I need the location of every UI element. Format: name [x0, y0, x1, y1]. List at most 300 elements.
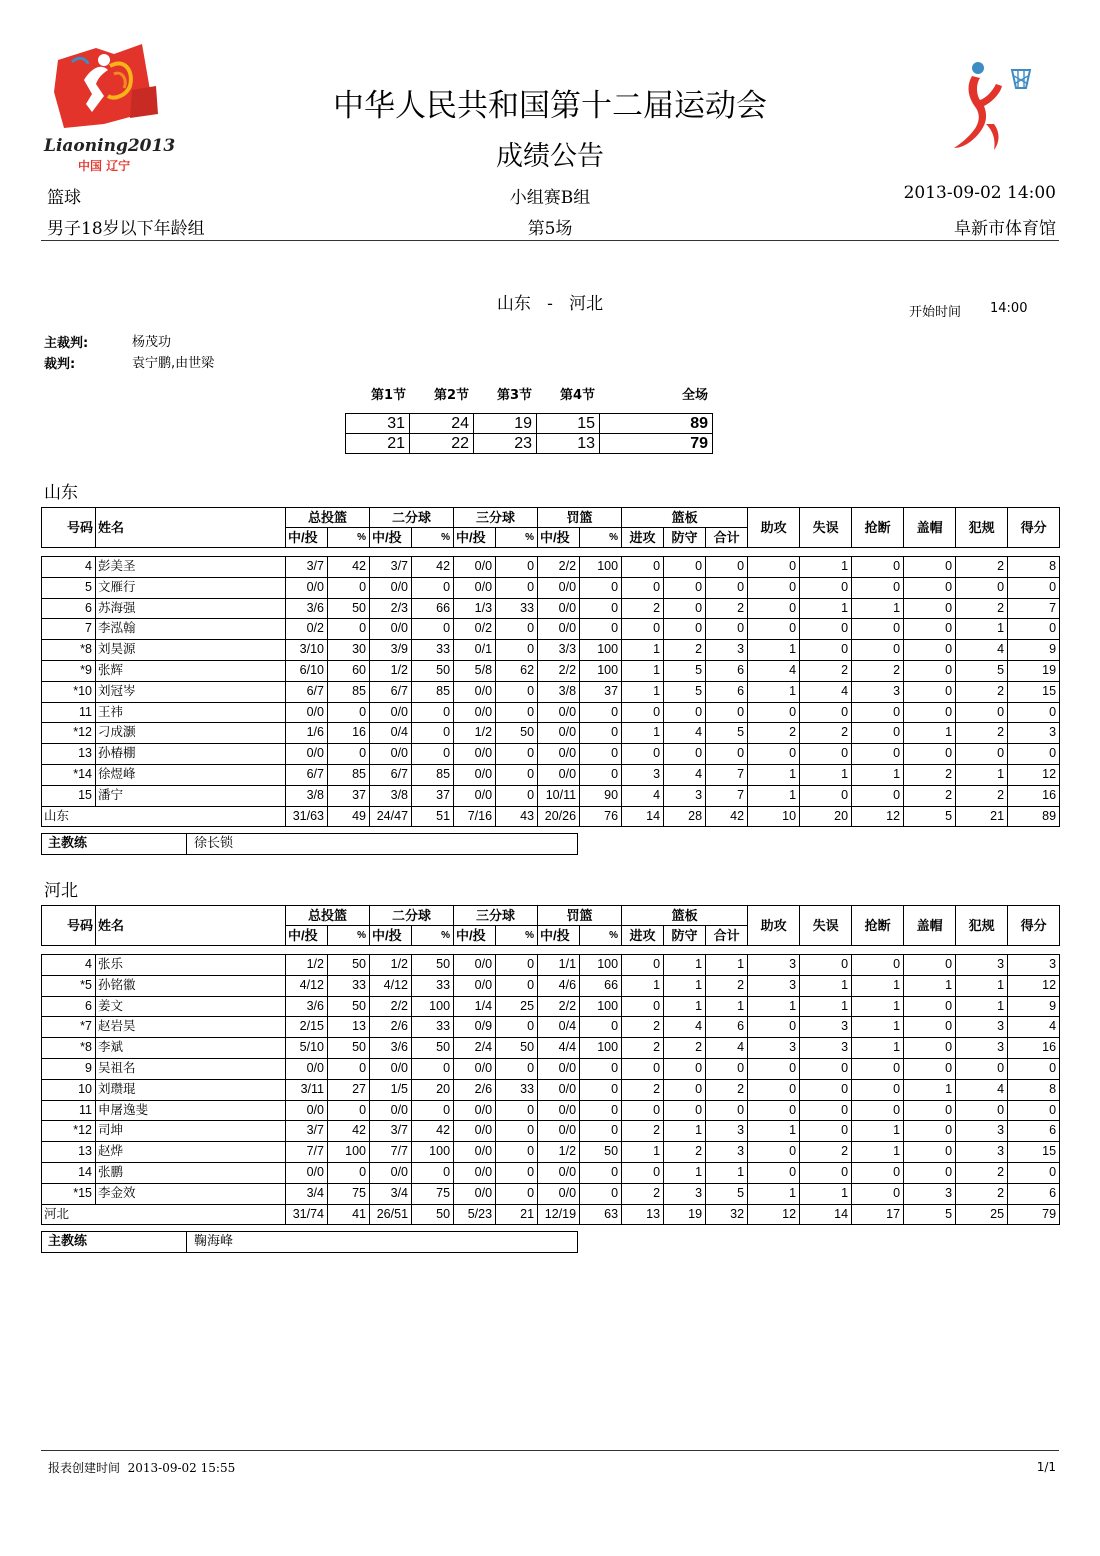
- stat-cell: 1: [664, 1121, 706, 1142]
- stat-cell: 1: [800, 557, 852, 578]
- stat-cell: 0/0: [538, 619, 580, 640]
- column-header: 抢断: [852, 906, 904, 946]
- column-header: 中/投: [286, 528, 328, 548]
- stat-cell: 0: [852, 1162, 904, 1183]
- stat-cell: 0: [800, 955, 852, 976]
- stat-cell: 0: [904, 1142, 956, 1163]
- stat-cell: 0/0: [286, 744, 328, 765]
- stat-cell: 4: [956, 1079, 1008, 1100]
- quarter-row-home: [346, 414, 713, 434]
- column-header: 防守: [664, 926, 706, 946]
- chief-referee-name: 杨茂功: [132, 335, 172, 350]
- stat-cell: 6: [706, 681, 748, 702]
- stat-cell: 2: [706, 598, 748, 619]
- column-header: %: [496, 926, 538, 946]
- stat-cell: 2: [622, 1183, 664, 1204]
- stat-cell: 0: [956, 1100, 1008, 1121]
- stat-cell: 0/0: [286, 1162, 328, 1183]
- player-name: 徐煜峰: [96, 764, 286, 785]
- stat-cell: 1: [852, 996, 904, 1017]
- player-name: 张鹏: [96, 1162, 286, 1183]
- stat-cell: 42: [412, 557, 454, 578]
- stat-cell: 0: [664, 744, 706, 765]
- stat-cell: 9: [1008, 640, 1060, 661]
- stat-cell: 4: [706, 1038, 748, 1059]
- stat-cell: 0/1: [454, 640, 496, 661]
- stat-cell: 0/0: [286, 702, 328, 723]
- stat-cell: 12: [1008, 764, 1060, 785]
- stat-cell: 0: [580, 1058, 622, 1079]
- spacer-row: [42, 946, 1060, 955]
- stat-cell: 2: [748, 723, 800, 744]
- stat-cell: 1/2: [370, 660, 412, 681]
- stat-cell: 0: [622, 702, 664, 723]
- stat-cell: 4: [748, 660, 800, 681]
- total-cell: 63: [580, 1204, 622, 1225]
- player-number: 4: [42, 557, 96, 578]
- stat-cell: 6: [1008, 1121, 1060, 1142]
- stat-cell: 2: [904, 785, 956, 806]
- stat-cell: 1: [852, 975, 904, 996]
- stat-cell: 0: [580, 1162, 622, 1183]
- stat-cell: 0: [580, 1079, 622, 1100]
- stat-cell: 0: [496, 619, 538, 640]
- stat-cell: 5: [706, 723, 748, 744]
- stat-cell: 2/2: [538, 660, 580, 681]
- stat-cell: 3: [748, 1038, 800, 1059]
- stat-cell: 0: [412, 723, 454, 744]
- table-row: [42, 1183, 1060, 1204]
- stat-cell: 0/0: [538, 1079, 580, 1100]
- stat-cell: 0/0: [454, 744, 496, 765]
- stat-cell: 0: [496, 1121, 538, 1142]
- table-row: [42, 975, 1060, 996]
- stat-cell: 0/0: [454, 681, 496, 702]
- stat-cell: 0/0: [538, 1183, 580, 1204]
- stat-cell: 1: [622, 640, 664, 661]
- stat-cell: 0: [706, 702, 748, 723]
- stat-cell: 2: [622, 1121, 664, 1142]
- stat-cell: 0: [412, 1058, 454, 1079]
- stat-cell: 3: [1008, 955, 1060, 976]
- total-cell: 7/16: [454, 806, 496, 827]
- coach-row-away: [41, 1231, 578, 1253]
- header-row-groups: [42, 906, 1060, 926]
- stat-cell: 0: [664, 1100, 706, 1121]
- stat-cell: 0: [800, 640, 852, 661]
- stat-cell: 1: [622, 1142, 664, 1163]
- stat-cell: 0/0: [370, 1162, 412, 1183]
- report-created: 报表创建时间 2013-09-02 15:55: [48, 1461, 236, 1475]
- stat-cell: 1: [748, 1183, 800, 1204]
- stat-cell: 0: [748, 744, 800, 765]
- stat-cell: 0: [706, 619, 748, 640]
- stat-cell: 0: [496, 1100, 538, 1121]
- stat-cell: 0: [904, 619, 956, 640]
- player-number: *15: [42, 1183, 96, 1204]
- stat-cell: 1: [956, 619, 1008, 640]
- stat-cell: 0: [852, 702, 904, 723]
- stat-cell: 1/2: [454, 723, 496, 744]
- total-header: 全场: [682, 388, 709, 403]
- total-cell: 5: [904, 806, 956, 827]
- total-cell: 76: [580, 806, 622, 827]
- stat-cell: 0/2: [454, 619, 496, 640]
- stat-cell: 2: [852, 660, 904, 681]
- stat-cell: 3: [706, 640, 748, 661]
- column-header-name: 姓名: [96, 906, 286, 946]
- stat-cell: 0/0: [538, 577, 580, 598]
- stat-cell: 3/4: [286, 1183, 328, 1204]
- stat-cell: 3: [956, 1142, 1008, 1163]
- player-number: 9: [42, 1058, 96, 1079]
- stat-cell: 3: [622, 764, 664, 785]
- stat-cell: 2/2: [538, 557, 580, 578]
- stat-cell: 50: [412, 660, 454, 681]
- stat-cell: 2: [800, 1142, 852, 1163]
- stat-cell: 1: [622, 660, 664, 681]
- total-cell: 42: [706, 806, 748, 827]
- stat-cell: 0: [622, 577, 664, 598]
- stat-cell: 0: [748, 619, 800, 640]
- total-cell: 12/19: [538, 1204, 580, 1225]
- stat-cell: 6/7: [370, 764, 412, 785]
- stat-cell: 0/0: [286, 577, 328, 598]
- player-number: *8: [42, 1038, 96, 1059]
- stat-cell: 0: [706, 744, 748, 765]
- stat-cell: 1: [800, 764, 852, 785]
- quarter-row-away: [346, 434, 713, 454]
- total-cell: 79: [1008, 1204, 1060, 1225]
- stat-cell: 6/7: [286, 764, 328, 785]
- column-header: %: [412, 528, 454, 548]
- stat-cell: 3: [904, 1183, 956, 1204]
- stat-cell: 1: [852, 1017, 904, 1038]
- column-header: 篮板: [622, 906, 748, 926]
- stat-cell: 50: [328, 1038, 370, 1059]
- stat-cell: 33: [328, 975, 370, 996]
- stat-cell: 0: [580, 1017, 622, 1038]
- stat-cell: 0/0: [370, 744, 412, 765]
- total-cell: 28: [664, 806, 706, 827]
- stat-cell: 0: [852, 1183, 904, 1204]
- table-row: [42, 764, 1060, 785]
- player-name: 孙铭徽: [96, 975, 286, 996]
- stat-cell: 2: [956, 598, 1008, 619]
- player-number: 6: [42, 996, 96, 1017]
- stat-cell: 85: [328, 681, 370, 702]
- stat-cell: 4: [664, 723, 706, 744]
- stat-cell: 0: [748, 702, 800, 723]
- player-number: *10: [42, 681, 96, 702]
- player-number: 14: [42, 1162, 96, 1183]
- stat-cell: 3: [1008, 723, 1060, 744]
- player-number: *5: [42, 975, 96, 996]
- table-row: [42, 1017, 1060, 1038]
- stat-cell: 1: [904, 975, 956, 996]
- column-header: 中/投: [538, 528, 580, 548]
- stat-cell: 5: [956, 660, 1008, 681]
- total-cell: 13: [622, 1204, 664, 1225]
- table-row: [42, 1038, 1060, 1059]
- stat-cell: 0/0: [538, 1121, 580, 1142]
- stat-cell: 100: [580, 640, 622, 661]
- stat-cell: 0: [664, 1058, 706, 1079]
- stat-cell: 0: [622, 955, 664, 976]
- stat-cell: 16: [1008, 785, 1060, 806]
- column-header: 中/投: [454, 926, 496, 946]
- stat-cell: 0/0: [454, 577, 496, 598]
- stat-cell: 0: [852, 577, 904, 598]
- stat-cell: 3: [956, 1038, 1008, 1059]
- stat-cell: 0: [580, 1100, 622, 1121]
- stat-cell: 1: [852, 598, 904, 619]
- total-cell: 31/74: [286, 1204, 328, 1225]
- player-name: 苏海强: [96, 598, 286, 619]
- stat-cell: 5/8: [454, 660, 496, 681]
- stat-cell: 0: [852, 619, 904, 640]
- stat-cell: 0: [328, 1100, 370, 1121]
- stat-cell: 1: [852, 1121, 904, 1142]
- stat-cell: 0/0: [454, 975, 496, 996]
- stat-cell: 0: [622, 1058, 664, 1079]
- header-divider: [41, 240, 1059, 241]
- table-row: [42, 660, 1060, 681]
- stat-cell: 0/0: [454, 1142, 496, 1163]
- coach-row-home: [41, 833, 578, 855]
- stat-cell: 33: [412, 640, 454, 661]
- player-name: 吴祖名: [96, 1058, 286, 1079]
- stat-cell: 2: [664, 640, 706, 661]
- stat-cell: 37: [412, 785, 454, 806]
- stat-cell: 3/7: [370, 557, 412, 578]
- stat-cell: 2/2: [370, 996, 412, 1017]
- stat-cell: 19: [1008, 660, 1060, 681]
- stat-cell: 3/6: [286, 996, 328, 1017]
- stat-cell: 2: [956, 1162, 1008, 1183]
- player-name: 赵岩昊: [96, 1017, 286, 1038]
- total-cell: 12: [748, 1204, 800, 1225]
- player-number: 11: [42, 702, 96, 723]
- stat-cell: 0: [904, 1121, 956, 1142]
- stat-cell: 33: [496, 1079, 538, 1100]
- stat-cell: 1: [956, 996, 1008, 1017]
- stat-cell: 0: [496, 1183, 538, 1204]
- stat-cell: 37: [328, 785, 370, 806]
- stat-cell: 0: [956, 1058, 1008, 1079]
- stat-cell: 3: [706, 1121, 748, 1142]
- stat-cell: 50: [412, 1038, 454, 1059]
- table-row: [42, 1162, 1060, 1183]
- stat-cell: 0/0: [286, 1100, 328, 1121]
- stat-cell: 0/0: [454, 764, 496, 785]
- stat-cell: 4: [664, 1017, 706, 1038]
- stat-cell: 0: [1008, 1058, 1060, 1079]
- stat-cell: 2: [800, 723, 852, 744]
- start-time-value: 14:00: [990, 301, 1028, 316]
- stat-cell: 1: [622, 975, 664, 996]
- column-header: 三分球: [454, 906, 538, 926]
- stat-cell: 0: [904, 577, 956, 598]
- stat-cell: 0: [580, 1183, 622, 1204]
- stat-cell: 0: [664, 577, 706, 598]
- stat-cell: 2: [956, 785, 1008, 806]
- column-header: 抢断: [852, 508, 904, 548]
- stat-cell: 85: [328, 764, 370, 785]
- stat-cell: 0: [800, 744, 852, 765]
- table-row: [42, 702, 1060, 723]
- total-cell: 10: [748, 806, 800, 827]
- stat-cell: 3: [956, 1017, 1008, 1038]
- stat-cell: 5: [664, 660, 706, 681]
- column-header: %: [328, 926, 370, 946]
- stat-cell: 2/15: [286, 1017, 328, 1038]
- total-cell: 25: [956, 1204, 1008, 1225]
- stat-cell: 0/2: [286, 619, 328, 640]
- stat-cell: 1: [956, 975, 1008, 996]
- column-header: 罚篮: [538, 906, 622, 926]
- stat-cell: 0/0: [538, 1162, 580, 1183]
- stat-cell: 42: [328, 557, 370, 578]
- score-cell: 23: [474, 434, 537, 454]
- stat-cell: 0/0: [454, 1058, 496, 1079]
- total-cell: 19: [664, 1204, 706, 1225]
- stat-cell: 1: [800, 975, 852, 996]
- stat-cell: 1: [748, 996, 800, 1017]
- stat-cell: 0: [748, 1058, 800, 1079]
- referees-names: 袁宁鹏,由世梁: [132, 356, 215, 371]
- stat-cell: 0: [412, 1100, 454, 1121]
- stat-cell: 0/0: [538, 723, 580, 744]
- stat-cell: 0/0: [538, 744, 580, 765]
- stat-cell: 0: [328, 619, 370, 640]
- score-total-cell: 79: [600, 434, 713, 454]
- stat-cell: 1/2: [538, 1142, 580, 1163]
- column-header: 中/投: [286, 926, 328, 946]
- stat-cell: 0: [800, 1058, 852, 1079]
- stat-cell: 0: [496, 702, 538, 723]
- stat-cell: 0: [904, 1100, 956, 1121]
- stat-cell: 0: [748, 598, 800, 619]
- score-cell: 22: [410, 434, 474, 454]
- stat-cell: 27: [328, 1079, 370, 1100]
- column-header: 犯规: [956, 508, 1008, 548]
- total-cell: 51: [412, 806, 454, 827]
- q2-header: 第2节: [434, 388, 470, 403]
- stat-cell: 0: [904, 996, 956, 1017]
- stat-cell: 33: [496, 598, 538, 619]
- stat-cell: 3/7: [370, 1121, 412, 1142]
- team-total-label: 河北: [42, 1204, 286, 1225]
- team-total-label: 山东: [42, 806, 286, 827]
- coach-label: 主教练: [42, 834, 187, 854]
- stat-cell: 2/6: [454, 1079, 496, 1100]
- stat-cell: 1: [664, 996, 706, 1017]
- stat-cell: 0: [328, 1058, 370, 1079]
- stat-cell: 0: [664, 619, 706, 640]
- stat-cell: 2: [956, 723, 1008, 744]
- stat-cell: 42: [328, 1121, 370, 1142]
- stat-cell: 1/5: [370, 1079, 412, 1100]
- stat-cell: 0/0: [454, 702, 496, 723]
- column-header: %: [328, 528, 370, 548]
- total-cell: 50: [412, 1204, 454, 1225]
- stat-cell: 0: [800, 785, 852, 806]
- stat-cell: 66: [412, 598, 454, 619]
- stat-cell: 4/6: [538, 975, 580, 996]
- stat-cell: 1: [748, 785, 800, 806]
- stat-cell: 3/8: [286, 785, 328, 806]
- stat-cell: 1: [748, 1121, 800, 1142]
- column-header: %: [580, 528, 622, 548]
- player-number: *9: [42, 660, 96, 681]
- column-header: 合计: [706, 926, 748, 946]
- stat-cell: 1: [622, 723, 664, 744]
- total-cell: 5/23: [454, 1204, 496, 1225]
- stat-cell: 1/6: [286, 723, 328, 744]
- stat-cell: 3: [748, 975, 800, 996]
- table-row: [42, 1100, 1060, 1121]
- stat-cell: 1: [904, 1079, 956, 1100]
- player-name: 刘瓒琨: [96, 1079, 286, 1100]
- stat-cell: 1: [748, 681, 800, 702]
- stat-cell: 2: [622, 1079, 664, 1100]
- column-header: 二分球: [370, 508, 454, 528]
- stat-cell: 75: [412, 1183, 454, 1204]
- player-name: 赵烨: [96, 1142, 286, 1163]
- player-number: *12: [42, 723, 96, 744]
- stat-cell: 0: [412, 1162, 454, 1183]
- stat-cell: 2/4: [454, 1038, 496, 1059]
- column-header: 总投篮: [286, 906, 370, 926]
- stat-cell: 0/0: [454, 557, 496, 578]
- stat-cell: 0: [852, 723, 904, 744]
- stat-cell: 0: [328, 702, 370, 723]
- player-number: 13: [42, 744, 96, 765]
- coach-name: 鞠海峰: [194, 1234, 234, 1249]
- stat-cell: 1/2: [286, 955, 328, 976]
- stat-cell: 0: [328, 577, 370, 598]
- stat-cell: 66: [580, 975, 622, 996]
- stat-cell: 0: [496, 577, 538, 598]
- player-name: 申屠逸斐: [96, 1100, 286, 1121]
- stat-cell: 3/11: [286, 1079, 328, 1100]
- player-name: 刘昊源: [96, 640, 286, 661]
- stat-cell: 0: [1008, 1100, 1060, 1121]
- phase-label: 小组赛B组: [509, 188, 591, 208]
- stat-cell: 6/7: [286, 681, 328, 702]
- stat-cell: 0/0: [370, 1058, 412, 1079]
- stat-cell: 0/0: [538, 702, 580, 723]
- player-name: 刘冠岑: [96, 681, 286, 702]
- player-number: 6: [42, 598, 96, 619]
- stat-cell: 50: [328, 955, 370, 976]
- stat-cell: 16: [1008, 1038, 1060, 1059]
- stat-cell: 0/0: [538, 1100, 580, 1121]
- stat-cell: 62: [496, 660, 538, 681]
- stat-cell: 0: [328, 1162, 370, 1183]
- stat-cell: 0: [706, 557, 748, 578]
- column-header: 中/投: [538, 926, 580, 946]
- stat-cell: 0: [412, 744, 454, 765]
- stat-cell: 0: [800, 577, 852, 598]
- stat-cell: 5/10: [286, 1038, 328, 1059]
- team-total-row: [42, 806, 1060, 827]
- total-cell: 32: [706, 1204, 748, 1225]
- stat-cell: 0: [496, 681, 538, 702]
- player-name: 文雁行: [96, 577, 286, 598]
- stat-cell: 3: [800, 1038, 852, 1059]
